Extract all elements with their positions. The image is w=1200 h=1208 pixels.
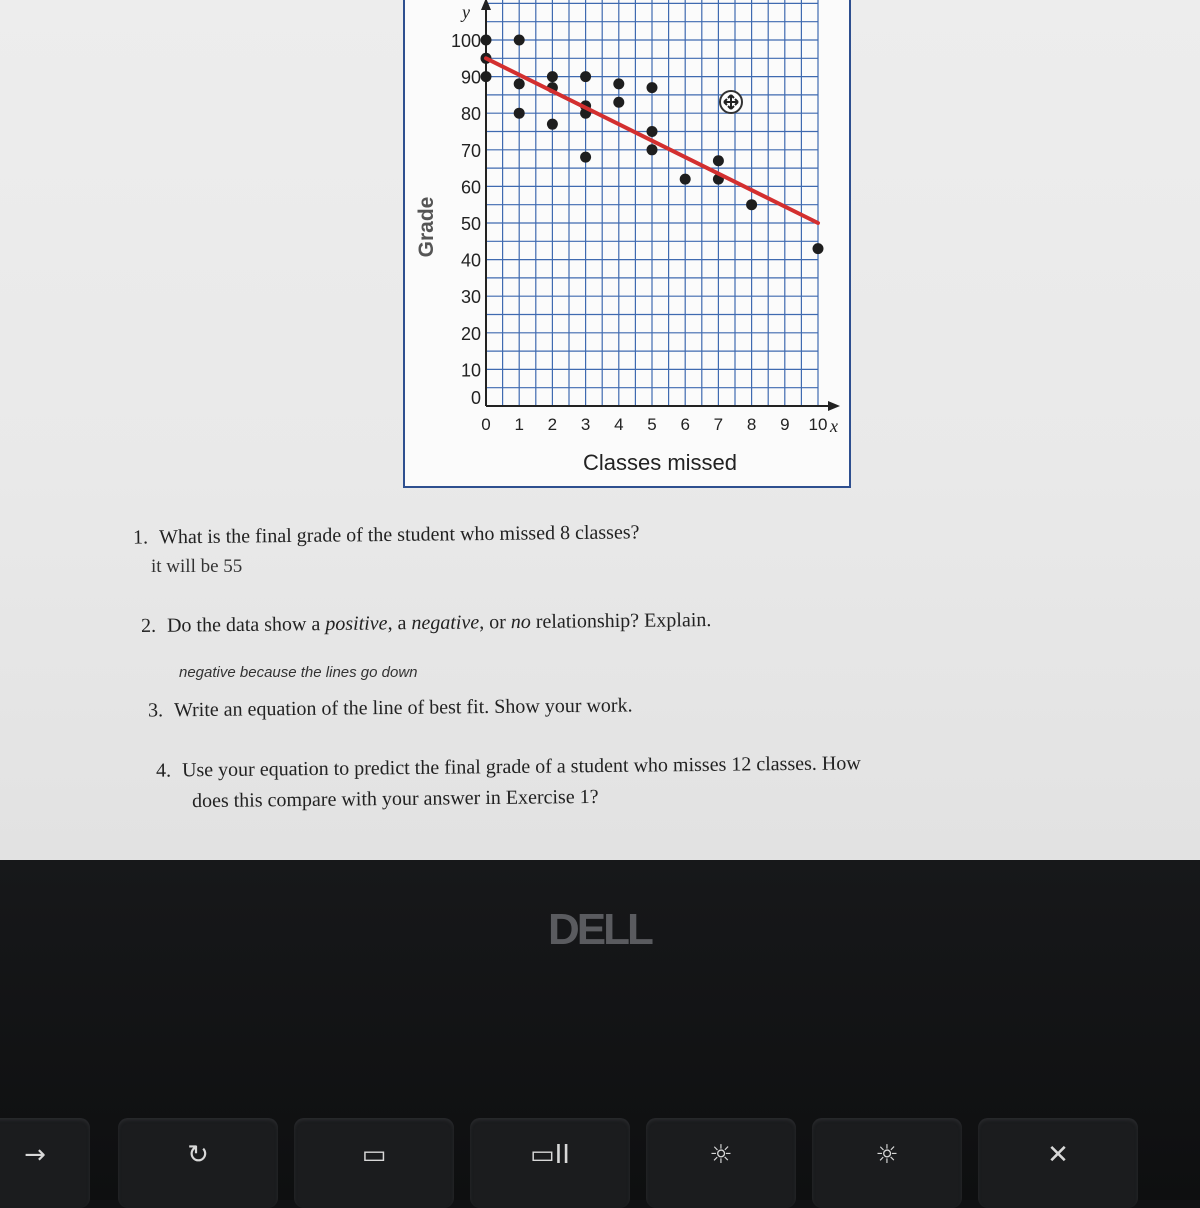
back-key[interactable] (0, 1118, 90, 1208)
y-tick-label: 50 (460, 214, 481, 234)
y-tick-label: 0 (470, 388, 481, 408)
y-tick-label: 80 (460, 104, 481, 125)
x-tick-label: 6 (680, 415, 690, 434)
back-arrow-icon: → (24, 1140, 46, 1170)
x-tick-label: 1 (514, 415, 524, 434)
x-axis-title: Classes missed (582, 450, 738, 475)
y-tick-label: 20 (460, 323, 481, 344)
brightness-up-icon: ☼ (875, 1140, 899, 1170)
x-tick-label: 3 (580, 415, 591, 434)
y-tick-label: 90 (460, 67, 481, 88)
y-tick-label: 10 (460, 360, 481, 381)
y-tick-label: 30 (460, 287, 481, 308)
brightness-down-icon: ☼ (709, 1140, 733, 1170)
y-tick-label: 100 (450, 31, 481, 51)
x-axis-letter: x (830, 416, 838, 436)
overview-key[interactable] (470, 1118, 630, 1208)
y-tick-label: 60 (460, 177, 481, 198)
refresh-icon: ↻ (187, 1140, 209, 1170)
x-tick-label: 5 (647, 415, 657, 434)
x-tick-label: 10 (808, 415, 828, 434)
fullscreen-icon: ▭ (361, 1140, 387, 1170)
x-tick-label: 8 (746, 415, 757, 434)
dell-logo: DELL (548, 905, 651, 954)
answer-1[interactable]: it will be 55 (151, 556, 243, 577)
y-tick-label: 70 (460, 140, 481, 161)
x-tick-label: 7 (713, 415, 724, 434)
x-tick-label: 0 (481, 415, 491, 434)
question-2: 2. Do the data show a positive, a negative, or no relationship? Explain. (140, 609, 712, 637)
question-3: 3. Write an equation of the line of best fit. Show your work. (147, 694, 633, 722)
question-4: 4. Use your equation to predict the final grade of a student who misses 12 classes. How (155, 752, 861, 782)
brightness-up-key[interactable] (812, 1118, 962, 1208)
fullscreen-key[interactable] (294, 1118, 454, 1208)
x-tick-label: 2 (547, 415, 558, 434)
y-axis-title: Grade (415, 196, 438, 258)
question-1: 1. What is the final grade of the student who missed 8 classes? (132, 521, 640, 549)
refresh-key[interactable] (118, 1118, 278, 1208)
brightness-down-key[interactable] (646, 1118, 796, 1208)
answer-2[interactable]: negative because the lines go down (179, 664, 418, 681)
question-4-line-2: does this compare with your answer in Exercise 1? (191, 785, 599, 813)
mute-key[interactable] (978, 1118, 1138, 1208)
y-axis-letter: y (462, 2, 470, 22)
x-tick-label: 4 (614, 415, 624, 434)
overview-icon: ▭II (530, 1140, 570, 1170)
x-tick-label: 9 (780, 415, 790, 434)
y-tick-label: 40 (460, 250, 481, 271)
mute-icon: ✕ (1047, 1140, 1069, 1170)
